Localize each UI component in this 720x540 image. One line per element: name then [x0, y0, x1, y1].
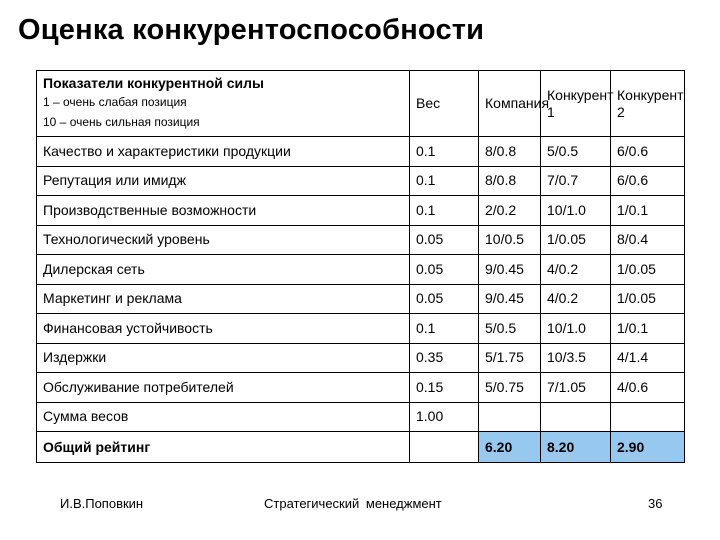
table-header-row [37, 71, 685, 137]
cell-competitor1: 1/0.05 [541, 225, 611, 255]
header-company: Компания [479, 71, 541, 137]
cell-competitor1: 4/0.2 [541, 284, 611, 314]
cell-company: 5/0.5 [479, 314, 541, 344]
cell-competitor2: 6/0.6 [611, 166, 685, 196]
cell-indicator: Маркетинг и реклама [37, 284, 410, 314]
footer-page-number: 36 [648, 496, 663, 511]
table-row [37, 255, 685, 285]
cell-weight: 0.05 [410, 255, 479, 285]
total-competitor1: 8.20 [541, 432, 611, 463]
header-scale-high: 10 – очень сильная позиция [43, 115, 200, 129]
total-competitor2: 2.90 [611, 432, 685, 463]
cell-competitor2: 6/0.6 [611, 137, 685, 167]
competitiveness-table [36, 70, 685, 463]
cell-indicator: Обслуживание потребителей [37, 373, 410, 403]
cell-indicator: Финансовая устойчивость [37, 314, 410, 344]
cell-weight: 0.05 [410, 284, 479, 314]
cell-competitor2: 1/0.05 [611, 255, 685, 285]
total-weight [410, 432, 479, 463]
footer-course: Стратегический менеджмент [264, 496, 442, 511]
cell-indicator: Качество и характеристики продукции [37, 137, 410, 167]
header-indicator-title: Показатели конкурентной силы [43, 75, 265, 91]
cell-competitor1: 10/3.5 [541, 343, 611, 373]
cell-competitor2 [611, 402, 685, 432]
cell-weight: 0.1 [410, 196, 479, 226]
cell-competitor2: 1/0.1 [611, 314, 685, 344]
table-row [37, 343, 685, 373]
cell-competitor1 [541, 402, 611, 432]
cell-company [479, 402, 541, 432]
header-scale-low: 1 – очень слабая позиция [43, 95, 187, 109]
cell-company: 8/0.8 [479, 137, 541, 167]
cell-weight: 1.00 [410, 402, 479, 432]
cell-company: 5/1.75 [479, 343, 541, 373]
total-rating-row [37, 432, 685, 463]
table-row [37, 196, 685, 226]
header-competitor1: Конкурент 1 [541, 71, 611, 137]
cell-weight: 0.1 [410, 137, 479, 167]
cell-competitor1: 7/1.05 [541, 373, 611, 403]
cell-competitor2: 8/0.4 [611, 225, 685, 255]
cell-indicator: Сумма весов [37, 402, 410, 432]
cell-company: 9/0.45 [479, 284, 541, 314]
cell-competitor1: 10/1.0 [541, 196, 611, 226]
cell-company: 2/0.2 [479, 196, 541, 226]
table-row [37, 314, 685, 344]
total-label: Общий рейтинг [37, 432, 410, 463]
table-row [37, 225, 685, 255]
cell-competitor2: 1/0.1 [611, 196, 685, 226]
cell-company: 10/0.5 [479, 225, 541, 255]
cell-company: 9/0.45 [479, 255, 541, 285]
cell-company: 5/0.75 [479, 373, 541, 403]
cell-weight: 0.15 [410, 373, 479, 403]
cell-competitor1: 4/0.2 [541, 255, 611, 285]
header-competitor2: Конкурент 2 [611, 71, 685, 137]
cell-indicator: Производственные возможности [37, 196, 410, 226]
cell-indicator: Дилерская сеть [37, 255, 410, 285]
total-company: 6.20 [479, 432, 541, 463]
cell-competitor1: 7/0.7 [541, 166, 611, 196]
cell-indicator: Технологический уровень [37, 225, 410, 255]
table-row [37, 137, 685, 167]
cell-company: 8/0.8 [479, 166, 541, 196]
cell-competitor2: 4/1.4 [611, 343, 685, 373]
cell-weight: 0.35 [410, 343, 479, 373]
cell-competitor1: 10/1.0 [541, 314, 611, 344]
footer-author: И.В.Поповкин [60, 496, 144, 511]
cell-competitor2: 1/0.05 [611, 284, 685, 314]
cell-indicator: Репутация или имидж [37, 166, 410, 196]
cell-weight: 0.05 [410, 225, 479, 255]
cell-weight: 0.1 [410, 314, 479, 344]
table-row [37, 166, 685, 196]
page-title: Оценка конкурентоспособности [18, 14, 485, 46]
cell-indicator: Издержки [37, 343, 410, 373]
table-row [37, 373, 685, 403]
cell-weight: 0.1 [410, 166, 479, 196]
header-indicator-cell [37, 71, 410, 137]
cell-competitor2: 4/0.6 [611, 373, 685, 403]
table-row [37, 284, 685, 314]
table-row [37, 402, 685, 432]
header-weight: Вес [410, 71, 479, 137]
cell-competitor1: 5/0.5 [541, 137, 611, 167]
